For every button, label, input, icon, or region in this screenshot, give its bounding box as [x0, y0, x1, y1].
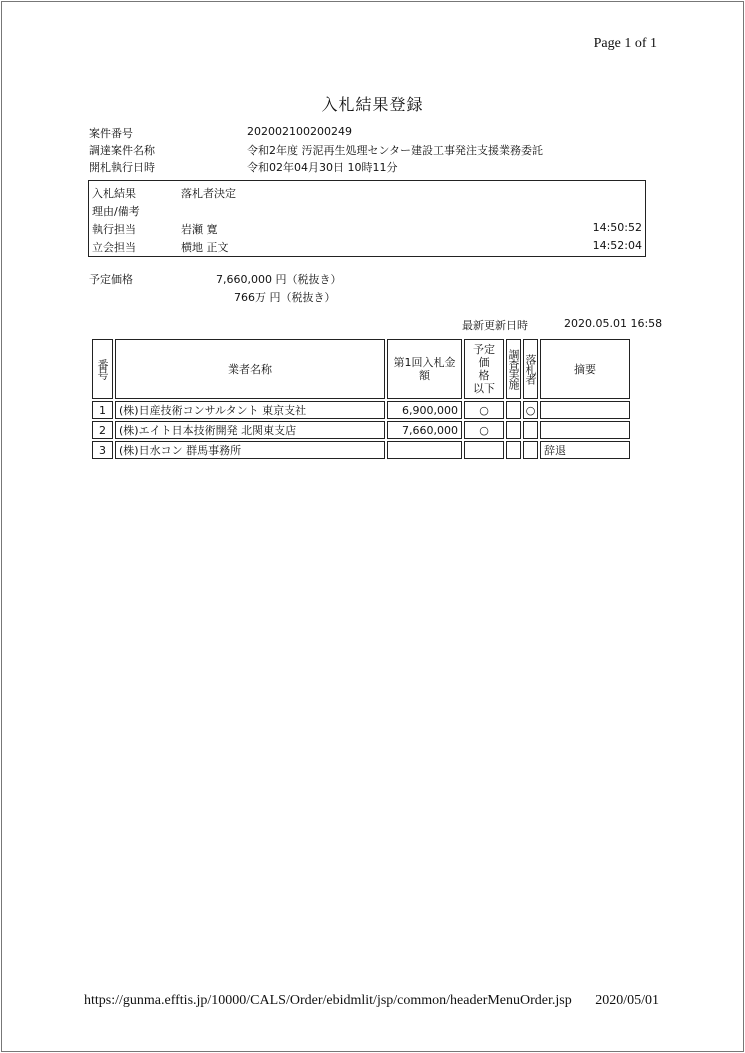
- header-under-line2: 格: [478, 369, 490, 382]
- cell-under: ○: [464, 401, 504, 419]
- cell-winner: [523, 421, 538, 439]
- reason-label: 理由/備考: [92, 205, 140, 218]
- cell-survey: [506, 421, 521, 439]
- result-value: 落札者決定: [181, 187, 236, 200]
- last-updated-label: 最新更新日時: [462, 319, 528, 332]
- cell-bid1: 6,900,000: [387, 401, 462, 419]
- info-value-opening-date: 令和02年04月30日 10時11分: [247, 161, 398, 174]
- table-row: [92, 421, 630, 439]
- info-label-opening-date: 開札執行日時: [89, 161, 155, 174]
- cell-remarks: [540, 421, 630, 439]
- page-title: 入札結果登録: [321, 95, 424, 114]
- cell-company: (株)日産技術コンサルタント 東京支社: [115, 401, 385, 419]
- footer-date: 2020/05/01: [595, 993, 659, 1008]
- header-remarks: 摘要: [540, 339, 630, 399]
- header-under-line1: 予定価: [473, 343, 495, 369]
- cell-bid1: 7,660,000: [387, 421, 462, 439]
- table-row: [92, 401, 630, 419]
- header-no: 番号: [92, 339, 113, 399]
- executor-row: [89, 219, 645, 237]
- executor-time: 14:50:52: [592, 221, 642, 234]
- header-company: 業者名称: [115, 339, 385, 399]
- estimate-label: 予定価格: [89, 273, 133, 286]
- cell-no: 1: [92, 401, 113, 419]
- cell-no: 3: [92, 441, 113, 459]
- estimate-amount-man: 766万 円（税抜き）: [234, 291, 336, 304]
- cell-bid1: [387, 441, 462, 459]
- last-updated-value: 2020.05.01 16:58: [564, 317, 663, 330]
- executor-label: 執行担当: [92, 223, 136, 236]
- page-number: Page 1 of 1: [593, 36, 657, 51]
- header-survey: 調査実施: [506, 339, 521, 399]
- info-value-case-number: 202002100200249: [247, 125, 352, 138]
- bid-results-table: [90, 337, 632, 461]
- cell-company: (株)日水コン 群馬事務所: [115, 441, 385, 459]
- cell-winner: [523, 441, 538, 459]
- executor-value: 岩瀬 寛: [181, 223, 218, 236]
- witness-label: 立会担当: [92, 241, 136, 254]
- cell-company: (株)エイト日本技術開発 北関東支店: [115, 421, 385, 439]
- result-label: 入札結果: [92, 187, 136, 200]
- info-value-case-name: 令和2年度 汚泥再生処理センター建設工事発注支援業務委託: [247, 144, 544, 157]
- cell-under: ○: [464, 421, 504, 439]
- result-row: [89, 183, 645, 201]
- info-label-case-number: 案件番号: [89, 127, 133, 140]
- estimate-amount-yen: 7,660,000 円（税抜き）: [216, 273, 342, 286]
- cell-no: 2: [92, 421, 113, 439]
- table-header-row: [92, 339, 630, 399]
- cell-survey: [506, 401, 521, 419]
- result-box: [88, 180, 646, 257]
- cell-winner: ○: [523, 401, 538, 419]
- header-bid1: 第1回入札金額: [387, 339, 462, 399]
- header-under-estimate: [464, 339, 504, 399]
- cell-remarks: 辞退: [540, 441, 630, 459]
- cell-under: [464, 441, 504, 459]
- witness-row: [89, 237, 645, 255]
- header-winner: 落札者: [523, 339, 538, 399]
- cell-survey: [506, 441, 521, 459]
- header-under-line3: 以下: [473, 382, 495, 395]
- cell-remarks: [540, 401, 630, 419]
- info-label-case-name: 調達案件名称: [89, 144, 155, 157]
- witness-time: 14:52:04: [592, 239, 642, 252]
- reason-row: [89, 201, 645, 219]
- witness-value: 横地 正文: [181, 241, 229, 254]
- footer-url: https://gunma.efftis.jp/10000/CALS/Order/ebidmlit/jsp/common/headerMenuOrder.jsp: [84, 993, 572, 1008]
- table-row: [92, 441, 630, 459]
